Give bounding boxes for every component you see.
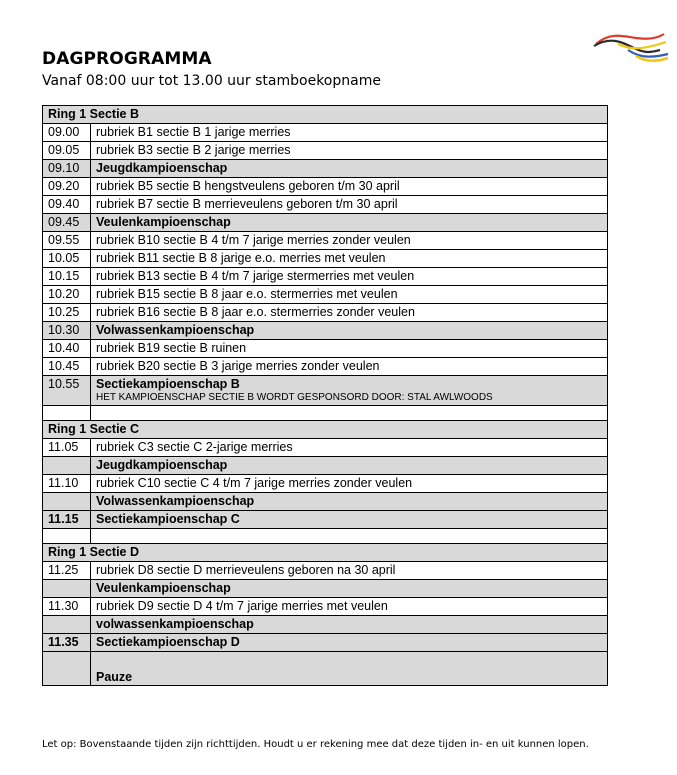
time-cell: 09.00 (43, 124, 91, 142)
logo-stripe-red (596, 34, 664, 44)
schedule-row (43, 598, 608, 616)
time-cell: 09.45 (43, 214, 91, 232)
schedule-row (43, 196, 608, 214)
time-cell: 11.05 (43, 439, 91, 457)
time-cell (43, 457, 91, 475)
description-text: Sectiekampioenschap C (96, 512, 240, 526)
description-cell (91, 178, 608, 196)
description-cell (91, 232, 608, 250)
section-header-row (43, 421, 608, 439)
description-cell (91, 322, 608, 340)
description-cell (91, 376, 608, 406)
time-cell: 11.10 (43, 475, 91, 493)
description-text: Sectiekampioenschap B (96, 377, 240, 391)
description-text: Pauze (96, 670, 133, 684)
championship-row (43, 616, 608, 634)
time-cell: 10.45 (43, 358, 91, 376)
time-cell: 10.25 (43, 304, 91, 322)
description-text: rubriek B13 sectie B 4 t/m 7 jarige stermerries met veulen (96, 269, 415, 283)
championship-row (43, 457, 608, 475)
time-cell: 10.40 (43, 340, 91, 358)
description-cell (91, 439, 608, 457)
description-text: rubriek B19 sectie B ruinen (96, 341, 247, 355)
description-text: Veulenkampioenschap (96, 581, 231, 595)
time-cell: 11.25 (43, 562, 91, 580)
description-text: Veulenkampioenschap (96, 215, 231, 229)
time-cell: 10.20 (43, 286, 91, 304)
description-cell (91, 358, 608, 376)
description-cell (91, 160, 608, 178)
time-cell: 10.30 (43, 322, 91, 340)
description-cell (91, 268, 608, 286)
description-text: Jeugdkampioenschap (96, 458, 228, 472)
blank-row (43, 406, 608, 421)
section-label: Ring 1 Sectie C (43, 421, 608, 439)
description-text: rubriek C10 sectie C 4 t/m 7 jarige merries zonder veulen (96, 476, 413, 490)
description-text: Volwassenkampioenschap (96, 494, 255, 508)
championship-row (43, 634, 608, 652)
time-cell (43, 529, 91, 544)
section-header-row (43, 544, 608, 562)
description-text: rubriek D9 sectie D 4 t/m 7 jarige merries met veulen (96, 599, 388, 613)
time-cell: 11.15 (43, 511, 91, 529)
description-cell (91, 634, 608, 652)
description-text: Sectiekampioenschap D (96, 635, 240, 649)
description-text: rubriek B20 sectie B 3 jarige merries zonder veulen (96, 359, 380, 373)
description-text: rubriek B7 sectie B merrieveulens geboren t/m 30 april (96, 197, 398, 211)
time-cell: 09.20 (43, 178, 91, 196)
time-cell: 10.55 (43, 376, 91, 406)
footer-note: Let op: Bovenstaande tijden zijn richttijden. Houdt u er rekening mee dat deze tijden in- en uit kunnen lopen. (42, 739, 589, 750)
description-text: rubriek B10 sectie B 4 t/m 7 jarige merries zonder veulen (96, 233, 411, 247)
description-cell (91, 652, 608, 686)
description-text: volwassenkampioenschap (96, 617, 254, 631)
description-cell (91, 286, 608, 304)
time-cell: 09.10 (43, 160, 91, 178)
schedule-row (43, 124, 608, 142)
championship-row (43, 511, 608, 529)
section-label: Ring 1 Sectie B (43, 106, 608, 124)
description-cell (91, 598, 608, 616)
description-cell (91, 250, 608, 268)
description-cell (91, 493, 608, 511)
description-cell (91, 580, 608, 598)
time-cell (43, 652, 91, 686)
schedule-row (43, 475, 608, 493)
schedule-row (43, 268, 608, 286)
time-cell: 10.15 (43, 268, 91, 286)
schedule-row (43, 562, 608, 580)
description-cell (91, 304, 608, 322)
description-cell (91, 406, 608, 421)
description-text: rubriek C3 sectie C 2-jarige merries (96, 440, 293, 454)
time-cell: 11.30 (43, 598, 91, 616)
time-cell (43, 406, 91, 421)
description-text: rubriek B3 sectie B 2 jarige merries (96, 143, 291, 157)
championship-row (43, 160, 608, 178)
description-text: Jeugdkampioenschap (96, 161, 228, 175)
schedule-row (43, 439, 608, 457)
pause-row (43, 652, 608, 686)
championship-row (43, 214, 608, 232)
description-cell (91, 457, 608, 475)
championship-row (43, 322, 608, 340)
schedule-row (43, 304, 608, 322)
description-cell (91, 562, 608, 580)
time-cell: 09.55 (43, 232, 91, 250)
description-text: rubriek B1 sectie B 1 jarige merries (96, 125, 291, 139)
time-cell: 09.05 (43, 142, 91, 160)
description-cell (91, 214, 608, 232)
description-text: rubriek B11 sectie B 8 jarige e.o. merries met veulen (96, 251, 386, 265)
schedule-row (43, 340, 608, 358)
description-cell (91, 529, 608, 544)
description-text: rubriek B16 sectie B 8 jaar e.o. stermerries zonder veulen (96, 305, 415, 319)
description-cell (91, 475, 608, 493)
description-text: rubriek B5 sectie B hengstveulens geboren t/m 30 april (96, 179, 400, 193)
sponsor-note: HET KAMPIOENSCHAP SECTIE B WORDT GESPONSORD DOOR: STAL AWLWOODS (96, 392, 493, 403)
championship-row (43, 493, 608, 511)
schedule-row (43, 250, 608, 268)
time-cell (43, 580, 91, 598)
schedule-row (43, 286, 608, 304)
description-cell (91, 511, 608, 529)
description-text: rubriek B15 sectie B 8 jaar e.o. stermerries met veulen (96, 287, 398, 301)
time-cell: 09.40 (43, 196, 91, 214)
time-cell (43, 616, 91, 634)
schedule-row (43, 178, 608, 196)
description-cell (91, 142, 608, 160)
description-cell (91, 616, 608, 634)
description-cell (91, 196, 608, 214)
time-cell: 11.35 (43, 634, 91, 652)
description-text: rubriek D8 sectie D merrieveulens geboren na 30 april (96, 563, 396, 577)
page-title: DAGPROGRAMMA (42, 49, 212, 69)
description-text: Volwassenkampioenschap (96, 323, 255, 337)
description-cell (91, 124, 608, 142)
logo-icon (592, 28, 670, 68)
championship-row (43, 376, 608, 406)
time-cell: 10.05 (43, 250, 91, 268)
page-subtitle: Vanaf 08:00 uur tot 13.00 uur stamboekopname (42, 73, 381, 89)
schedule-table (42, 105, 608, 686)
blank-row (43, 529, 608, 544)
championship-row (43, 580, 608, 598)
schedule-row (43, 142, 608, 160)
description-cell (91, 340, 608, 358)
schedule-row (43, 358, 608, 376)
time-cell (43, 493, 91, 511)
section-header-row (43, 106, 608, 124)
section-label: Ring 1 Sectie D (43, 544, 608, 562)
schedule-row (43, 232, 608, 250)
